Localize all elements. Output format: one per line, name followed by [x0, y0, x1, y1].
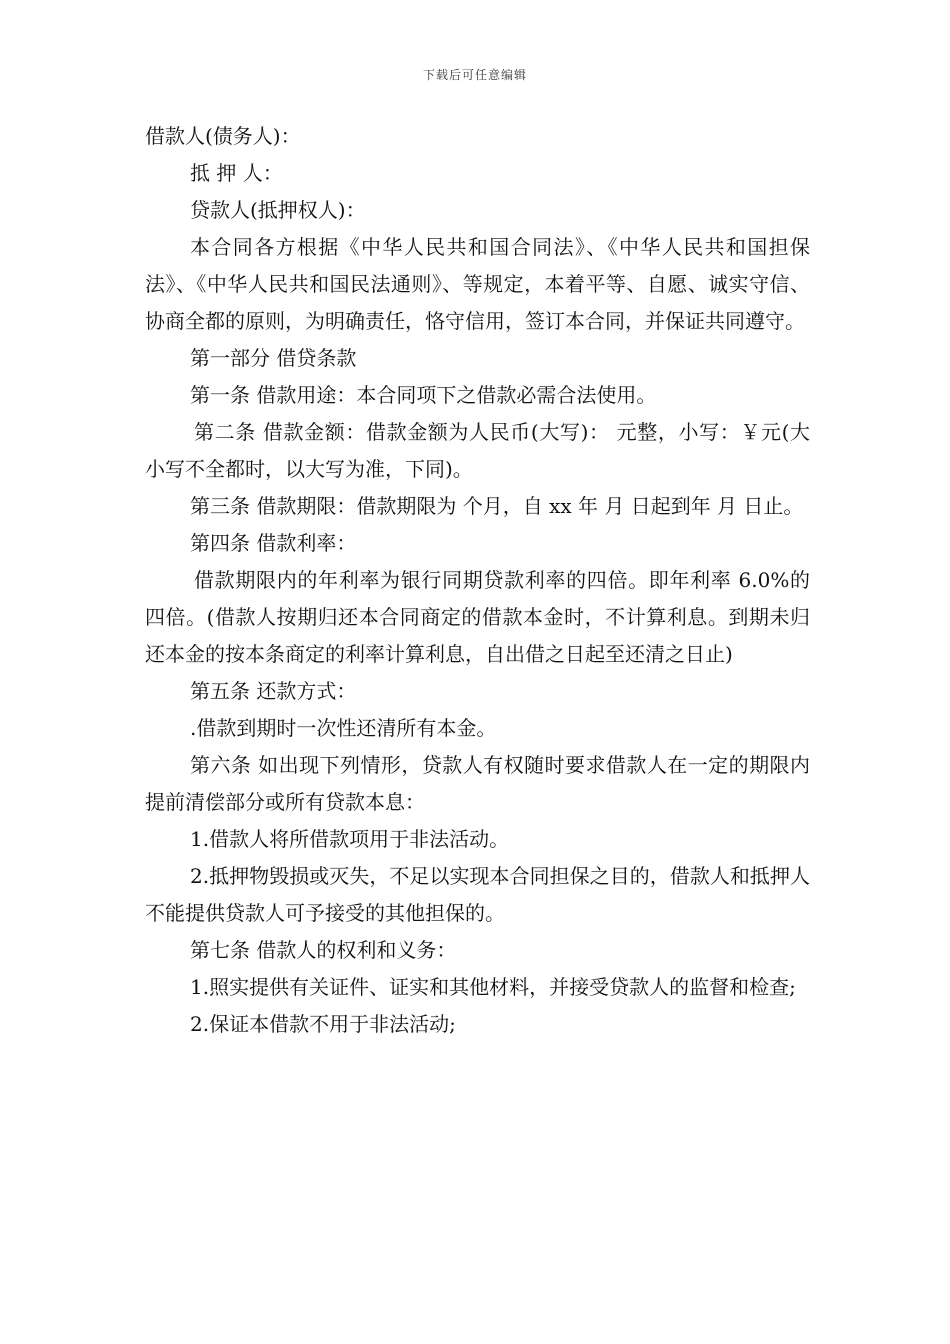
article-4-body: 借款期限内的年利率为银行同期贷款利率的四倍。即年利率 6.0%的四倍。(借款人按期归还本合同商定的借款本金时，不计算利息。到期未归还本金的按本条商定的利率计算利息，自出借之日起至还清之日止): [145, 568, 810, 666]
article-6-item-2: 2.抵押物毁损或灭失，不足以实现本合同担保之目的，借款人和抵押人不能提供贷款人可予接受的其他担保的。: [145, 864, 810, 925]
article-1: 第一条 借款用途：本合同项下之借款必需合法使用。: [190, 383, 657, 407]
lender-line: 贷款人(抵押权人)：: [190, 198, 366, 222]
article-5-body: .借款到期时一次性还清所有本金。: [190, 716, 497, 740]
page-header-note: 下载后可任意编辑: [422, 68, 527, 82]
article-7-heading: 第七条 借款人的权利和义务：: [190, 938, 457, 962]
article-4-heading: 第四条 借款利率：: [190, 531, 357, 555]
article-7-item-2: 2.保证本借款不用于非法活动;: [190, 1012, 456, 1036]
mortgagor-line: 抵 押 人：: [190, 161, 283, 185]
article-6-item-1: 1.借款人将所借款项用于非法活动。: [190, 827, 510, 851]
document-body: [145, 118, 810, 1043]
preamble-paragraph: 本合同各方根据《中华人民共和国合同法》、《中华人民共和国担保法》、《中华人民共和国民法通则》、等规定，本着平等、自愿、诚实守信、协商全都的原则，为明确责任，恪守信用，签订本合同，并保证共同遵守。: [145, 235, 810, 333]
article-3: 第三条 借款期限：借款期限为 个月，自 xx 年 月 日起到年 月 日止。: [190, 494, 804, 518]
article-5-heading: 第五条 还款方式：: [190, 679, 357, 703]
article-7-item-1: 1.照实提供有关证件、证实和其他材料，并接受贷款人的监督和检查;: [190, 975, 796, 999]
borrower-line: 借款人(债务人)：: [145, 124, 301, 148]
article-6: 第六条 如出现下列情形，贷款人有权随时要求借款人在一定的期限内提前清偿部分或所有贷款本息：: [145, 753, 810, 814]
section-heading-part-one: 第一部分 借贷条款: [190, 346, 357, 370]
article-2: 第二条 借款金额：借款金额为人民币(大写)： 元整，小写：￥元(大小写不全都时，以大写为准，下同)。: [145, 420, 810, 481]
